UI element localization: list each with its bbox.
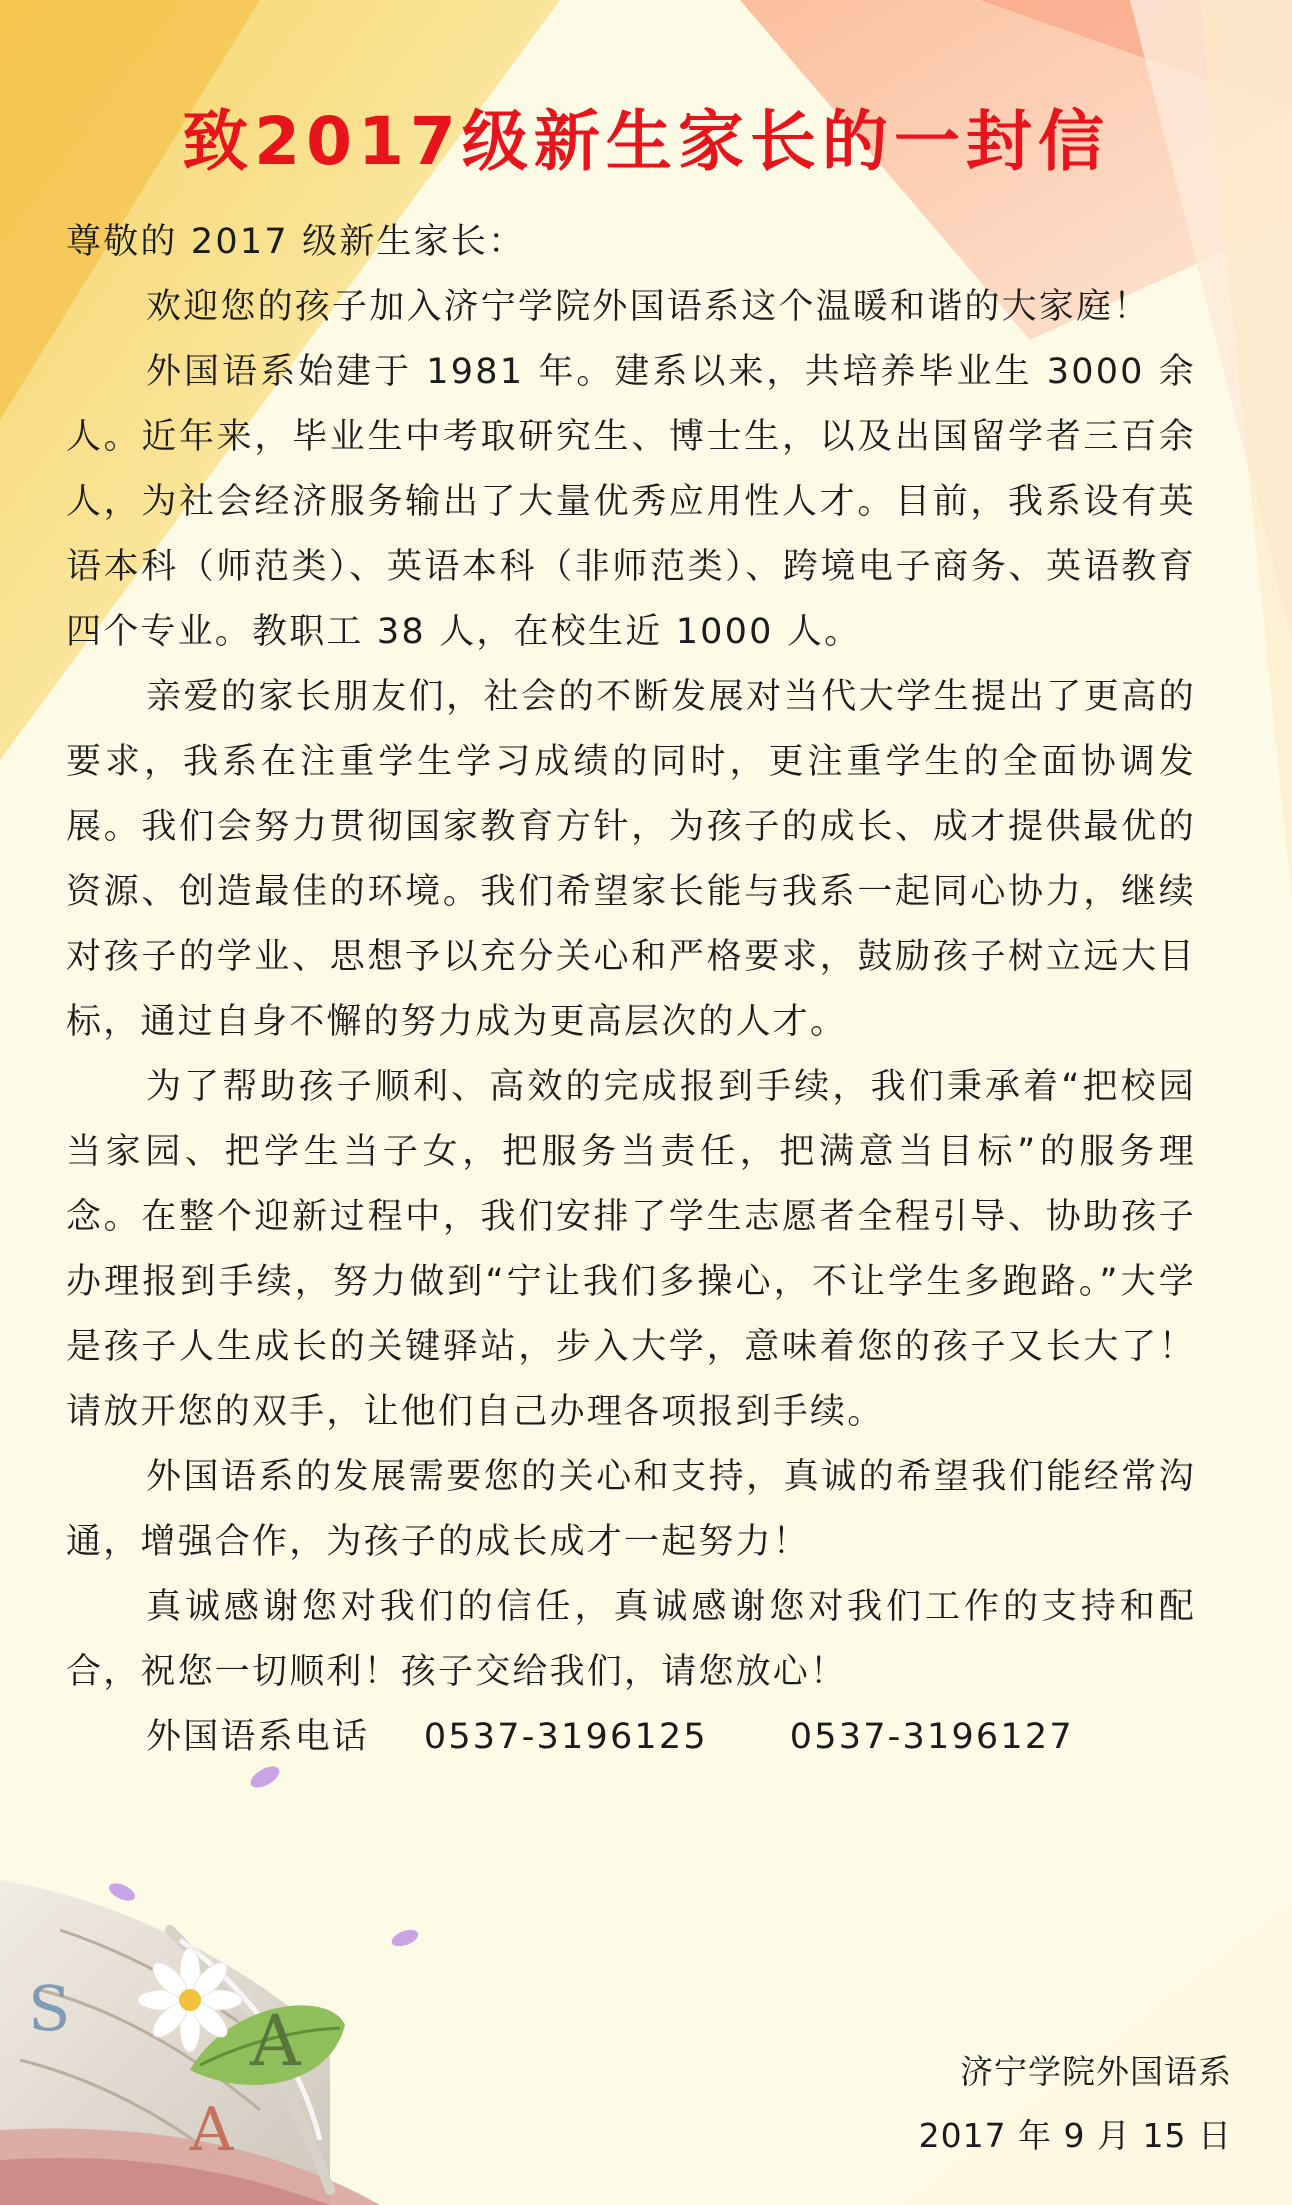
paragraph-development: 亲爱的家长朋友们，社会的不断发展对当代大学生提出了更高的要求，我系在注重学生学习成绩的同时，更注重学生的全面协调发展。我们会努力贯彻国家教育方针，为孩子的成长、成才提供最优的资源、创造最佳的环境。我们希望家长能与我系一起同心协力，继续对孩子的学业、思想予以充分关心和严格要求，鼓励孩子树立远大目标，通过自身不懈的努力成为更高层次的人才。 <box>66 677 1196 1042</box>
paragraph-support: 外国语系的发展需要您的关心和支持，真诚的希望我们能经常沟通，增强合作，为孩子的成长成才一起努力！ <box>66 1457 1196 1562</box>
salutation: 尊敬的 2017 级新生家长： <box>66 222 526 262</box>
paragraph-registration: 为了帮助孩子顺利、高效的完成报到手续，我们秉承着“把校园当家园、把学生当子女，把服务当责任，把满意当目标”的服务理念。在整个迎新过程中，我们安排了学生志愿者全程引导、协助孩子办理报到手续，努力做到“宁让我们多操心，不让学生多跑路。”大学是孩子人生成长的关键驿站，步入大学，意味着您的孩子又长大了！请放开您的双手，让他们自己办理各项报到手续。 <box>66 1067 1196 1432</box>
book-letter-a1: A <box>250 2000 301 2082</box>
paragraph-welcome: 欢迎您的孩子加入济宁学院外国语系这个温暖和谐的大家庭！ <box>146 287 1151 327</box>
book-letter-s: S <box>28 1972 71 2045</box>
letter-title: 致2017级新生家长的一封信 <box>182 103 1110 180</box>
signature-org: 济宁学院外国语系 <box>960 2052 1232 2091</box>
paragraph-history: 外国语系始建于 1981 年。建系以来，共培养毕业生 3000 余人。近年来，毕业生中考取研究生、博士生，以及出国留学者三百余人，为社会经济服务输出了大量优秀应用性人才。目前，我系设有英语本科（师范类）、英语本科（非师范类）、跨境电子商务、英语教育四个专业。教职工 38 人，在校生近 1000 人。 <box>66 352 1196 652</box>
signature <box>919 2040 1232 2168</box>
signature-date: 2017 年 9 月 15 日 <box>918 2116 1232 2155</box>
contact-phone: 外国语系电话 0537-3196125 0537-3196127 <box>146 1717 1074 1757</box>
letter-body <box>66 210 1196 1770</box>
book-letter-a2: A <box>190 2095 234 2165</box>
paragraph-thanks: 真诚感谢您对我们的信任，真诚感谢您对我们工作的支持和配合，祝您一切顺利！孩子交给我们，请您放心！ <box>66 1587 1196 1692</box>
